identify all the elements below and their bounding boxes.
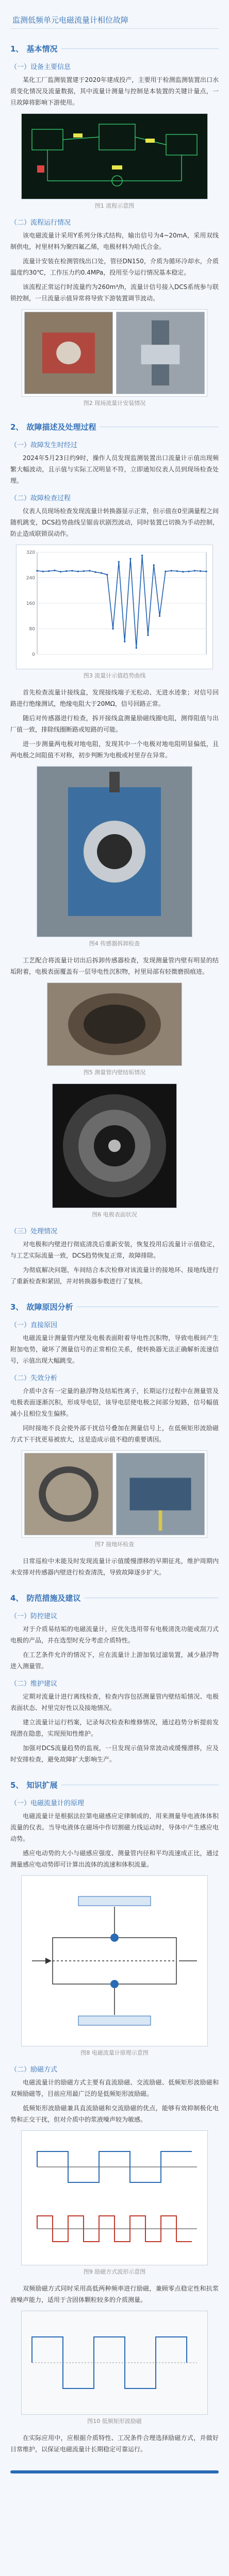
data-point	[83, 570, 85, 572]
data-point	[171, 570, 172, 571]
grounding-photo-left	[24, 1453, 113, 1535]
section-title: 故障描述及处理过程	[26, 422, 96, 432]
data-point	[42, 571, 44, 572]
figure-caption: 图4 传感器拆卸检查	[89, 940, 140, 947]
subsection-title: （三）处理情况	[10, 1228, 58, 1235]
y-tick-label: 240	[26, 575, 35, 581]
paragraph: 该电磁流量计采用Y系列分体式结构，输出信号为4~20mA，采用双线制供电，衬里材料为聚四氟乙烯，电极材料为哈氏合金。	[10, 232, 219, 250]
subsection-title: （二）维护建议	[10, 1680, 58, 1688]
figure-caption: 图7 接地环检查	[94, 1541, 135, 1548]
paragraph: 介质中含有一定量的悬浮物及结垢性离子，长期运行过程中在测量管及电极表面逐渐沉积，形成导电层，该导电层使电极之间部分短路，信号幅值减小且相位发生偏移。	[10, 1387, 219, 1417]
section-header-5	[10, 1780, 219, 1790]
data-point	[54, 570, 55, 571]
data-point	[89, 570, 90, 571]
y-tick-label: 160	[26, 601, 35, 606]
process-schematic-image	[21, 113, 208, 199]
subsection-title: （二）故障检查过程	[10, 495, 71, 502]
data-point	[165, 571, 166, 572]
data-point	[118, 561, 120, 563]
paragraph: 对电极和内壁进行彻底清洗后重新安装，恢复投用后流量计示值稳定，与工艺实际流量一致，DCS趋势恢复正常，故障排除。	[10, 1241, 219, 1259]
paragraph: 加强对DCS流量趋势的监视，一旦发现示值异常波动或缓慢漂移，应及时安排检查，避免故障扩大影响生产。	[10, 1744, 219, 1763]
data-point	[95, 571, 96, 573]
paragraph: 电磁流量计测量管内壁及电极表面附着导电性沉积物，导致电极间产生附加电势，破坏了测量信号的正常相位关系，使转换器无法正确解析流速信号，示值出现大幅跳变。	[10, 1334, 219, 1364]
paragraph: 进一步测量两电极对地电阻，发现其中一个电极对地电阻明显偏低，且两电极之间阻值不对称，初步判断为电极或衬里存在异常。	[10, 740, 219, 759]
paragraph: 随后对传感器进行检查，拆开接线盒测量励磁线圈电阻，测得阻值与出厂值一致，排除线圈断路或短路的可能。	[10, 715, 219, 733]
paragraph: 仪表人员现场检查发现流量计转换器显示正常，但示值在0至满量程之间随机跳变，DCS趋势曲线呈锯齿状剧烈波动，同时装置已切换为手动控制，防止造成联锁误动作。	[10, 507, 219, 537]
data-point	[60, 571, 61, 572]
paragraph: 电磁流量计是根据法拉第电磁感应定律制成的，用来测量导电液体体积流量的仪表。当导电液体在磁场中作切割磁力线运动时，导体中产生感应电动势。	[10, 1812, 219, 1842]
data-point	[77, 571, 79, 572]
data-point	[176, 570, 178, 572]
paragraph: 工艺配合将流量计切出后拆卸传感器检查，发现测量管内壁有明显的结垢附着，电极表面覆盖有一层导电性沉积物，衬里局部有轻微磨损痕迹。	[10, 957, 219, 975]
section-number: 1、	[10, 44, 24, 54]
subsection-title: （一）电磁流量计的原理	[10, 1800, 85, 1807]
data-point	[141, 555, 143, 556]
figure-caption: 图10 低频矩形波励磁	[87, 2418, 142, 2425]
subsection-title: （一）故障发生时经过	[10, 442, 78, 449]
section-header-2	[10, 421, 219, 432]
grounding-photo-right	[116, 1453, 205, 1535]
subsection-title: （二）流程运行情况	[10, 219, 71, 227]
section-number: 2、	[10, 422, 24, 432]
section-divider	[61, 48, 219, 49]
principle-diagram	[21, 1875, 208, 2046]
figure-caption: 图5 测量管内壁结垢情况	[83, 1069, 146, 1076]
section-title: 基本情况	[26, 44, 58, 54]
data-point	[153, 564, 155, 566]
section-number: 3、	[10, 1302, 24, 1312]
data-point	[36, 570, 38, 571]
data-point	[112, 628, 113, 630]
installation-photo-right	[116, 312, 205, 394]
paragraph: 某化工厂监测装置建于2020年建成投产，主要用于检测监测装置出口水质变化情况及流量数据，其中流量计测量与控制是本装置的关键计量点，一旦故障将影响下游使用。	[10, 76, 219, 106]
data-point	[188, 571, 189, 572]
paragraph: 同时接地不良会使外部干扰信号叠加在测量信号上，在低频矩形波励磁方式下干扰更易被放大，这是造成示值不稳的重要诱因。	[10, 1425, 219, 1443]
figure-caption: 图3 流量计示值趋势曲线	[83, 672, 146, 679]
subsection-title: （一）防控建议	[10, 1613, 58, 1620]
paragraph: 定期对流量计进行离线检查，检查内容包括测量管内壁结垢情况、电极表面状态、衬里完好性以及接地情况。	[10, 1693, 219, 1711]
subsection-title: （一）直接原因	[10, 1321, 58, 1329]
electrode-surface-photo	[52, 1083, 177, 1208]
data-point	[200, 570, 201, 572]
section-number: 4、	[10, 1594, 24, 1603]
grounding-photo-pair	[22, 1450, 207, 1538]
paragraph: 首先检查流量计接线盒，发现接线端子无松动、无进水迹象；对信号回路进行绝缘测试，绝缘电阻大于20MΩ，信号回路正常。	[10, 689, 219, 707]
paragraph: 流量计安装在检测管线出口处，管径DN150，介质为循环冷却水，介质温度约30℃，工作压力约0.4MPa，投用至今运行情况基本稳定。	[10, 258, 219, 276]
data-point	[136, 647, 137, 649]
data-point	[147, 634, 149, 636]
data-point	[101, 572, 102, 574]
data-point	[205, 571, 207, 572]
paragraph: 2024年5月23日约9时，操作人员发现监测装置出口流量计示值出现频繁大幅波动，且示值与实际工况明显不符，立即通知仪表人员到现场检查处理。	[10, 454, 219, 484]
figure-caption: 图1 流程示意图	[94, 202, 135, 209]
paragraph: 建立流量计运行档案，记录每次检查和维修情况，通过趋势分析提前发现潜在隐患，实现预知性维护。	[10, 1719, 219, 1737]
data-point	[124, 641, 125, 642]
subsection-title: （一）设备主要信息	[10, 63, 71, 71]
section-title: 故障原因分析	[26, 1302, 73, 1312]
section-header-4	[10, 1592, 219, 1603]
section-title: 知识扩展	[26, 1781, 58, 1790]
section-header-3	[10, 1301, 219, 1312]
data-point	[66, 570, 67, 572]
figure-caption: 图2 现场流量计安装情况	[83, 400, 146, 406]
data-point	[71, 570, 73, 571]
y-tick-label: 0	[32, 652, 35, 657]
data-point	[106, 574, 108, 575]
low-frequency-excitation-figure	[21, 2311, 208, 2415]
paragraph: 感应电动势的大小与磁感应强度、测量管内径和平均流速成正比，通过测量感应电动势即可计算出流体的流速和体积流量。	[10, 1850, 219, 1868]
y-tick-label: 80	[29, 626, 35, 632]
article-end-bar	[10, 2470, 219, 2473]
section-header-1	[10, 43, 219, 54]
paragraph: 为彻底解决问题，车间结合本次检修对该流量计的接地环、接地线进行了重新检查和紧固，并对转换器参数进行了复核。	[10, 1266, 219, 1285]
section-number: 5、	[10, 1781, 24, 1790]
data-point	[182, 571, 184, 572]
data-point	[159, 615, 160, 617]
y-tick-label: 320	[26, 550, 35, 555]
figure-caption: 图8 电磁流量计原理示意图	[80, 2049, 149, 2056]
paragraph: 低频矩形波励磁兼具直流励磁和交流励磁的优点，能够有效抑制极化电势和正交干扰，但对介质中的浆液噪声较为敏感。	[10, 2105, 219, 2123]
sensor-disassembly-photo	[37, 766, 192, 937]
excitation-waveform-diagram	[21, 2130, 208, 2265]
subsection-title: （二）励磁方式	[10, 2066, 58, 2074]
paragraph: 双频励磁方式同时采用高低两种频率进行励磁，兼顾零点稳定性和抗浆液噪声能力，适用于含固体颗粒较多的介质测量。	[10, 2285, 219, 2303]
paragraph: 在实际应用中，应根据介质特性、工况条件合理选择励磁方式，并做好日常维护，以保证电磁流量计长期稳定可靠运行。	[10, 2434, 219, 2453]
installation-photo-pair	[22, 309, 207, 397]
paragraph: 在工艺条件允许的情况下，应在流量计上游加装过滤装置，减少悬浮物进入测量管。	[10, 1651, 219, 1670]
figure-caption: 图9 励磁方式波形示意图	[83, 2268, 146, 2275]
data-point	[194, 570, 195, 571]
subsection-title: （二）失效分析	[10, 1375, 58, 1382]
data-point	[48, 570, 50, 572]
article-body	[10, 0, 219, 2473]
paragraph: 电磁流量计的励磁方式主要有直流励磁、交流励磁、低频矩形波励磁和双频励磁等，目前应用最广泛的是低频矩形波励磁。	[10, 2079, 219, 2097]
figure-caption: 图6 电极表面状况	[92, 1211, 137, 1218]
page-title: 监测低频单元电磁流量计相位故障	[10, 9, 219, 29]
paragraph: 该流程正常运行时流量约为260m³/h，流量计信号接入DCS系统参与联锁控制，一旦流量示值异常将导致下游装置调节波动。	[10, 283, 219, 302]
pipe-scaling-photo	[47, 982, 182, 1066]
installation-photo-left	[24, 312, 113, 394]
paragraph: 日常巡检中未能及时发现流量计示值缓慢漂移的早期征兆，维护周期内未安排对传感器内壁进行检查清洗，导致故障逐步扩大。	[10, 1557, 219, 1576]
data-point	[129, 558, 131, 560]
trend-chart-svg	[17, 545, 212, 669]
section-title: 防范措施及建议	[26, 1594, 81, 1603]
paragraph: 对于介质易结垢的电磁流量计，应优先选用带有电极清洗功能或刮刀式电极的产品，并在选型时充分考虑介质特性。	[10, 1625, 219, 1644]
trend-chart	[16, 545, 213, 669]
